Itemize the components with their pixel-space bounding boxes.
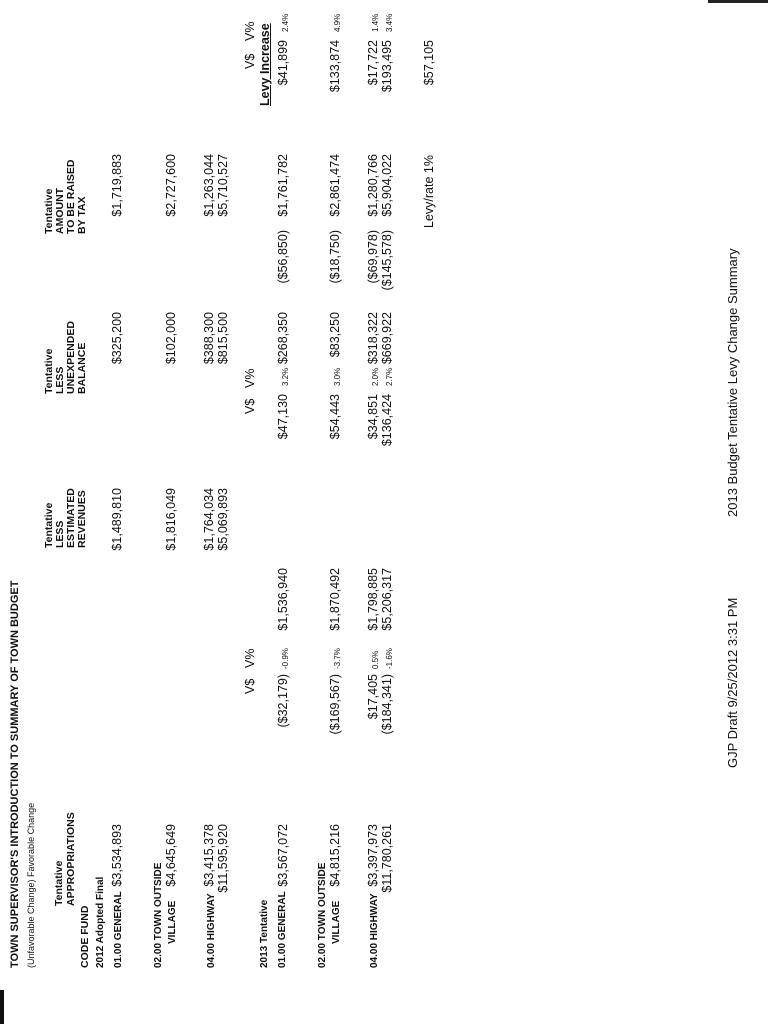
header-unexpended-3: UNEXPENDED — [65, 321, 77, 394]
footer-title: 2013 Budget Tentative Levy Change Summary — [725, 248, 740, 517]
cell-rev-v-pct: 2.0% — [371, 367, 380, 386]
cell-rev-v-pct: 3.0% — [333, 367, 342, 386]
header-levy-v-pct: V% — [243, 21, 257, 41]
row-code: 01.00 GENERAL — [113, 891, 124, 968]
header-appropriations-2: APPROPRIATIONS — [65, 812, 77, 906]
header-code-fund: CODE FUND — [79, 905, 91, 968]
cell-appropriations: $3,567,072 — [276, 824, 290, 887]
total-app-v-dollar: ($184,341) — [380, 674, 394, 735]
header-unexpended-4: BALANCE — [76, 342, 88, 394]
total-appropriations: $11,595,920 — [216, 824, 230, 893]
cell-amount: $1,761,782 — [276, 154, 290, 217]
row-code: 02.00 TOWN OUTSIDE — [153, 862, 164, 968]
header-levy-increase: Levy Increase — [258, 23, 272, 106]
cell-revenues: $1,536,940 — [276, 568, 290, 631]
cell-amount: $1,719,883 — [110, 154, 124, 217]
row-code: 02.00 TOWN OUTSIDE — [317, 862, 328, 968]
total-revenues: $5,069,893 — [216, 488, 230, 551]
header-app-v-dollar: V$ — [243, 678, 257, 694]
cell-unexp-v-dollar: ($56,850) — [276, 230, 290, 284]
cell-revenues: $1,764,034 — [202, 488, 216, 551]
cell-appropriations: $3,534,893 — [110, 824, 124, 887]
header-revenues-2: LESS — [54, 520, 66, 548]
cell-levy-v-pct: 4.9% — [333, 13, 342, 32]
cell-app-v-dollar: $17,405 — [366, 674, 380, 720]
total-levy-v-pct: 3.4% — [385, 13, 394, 32]
cell-app-v-pct: -0.9% — [281, 648, 290, 669]
total-app-v-pct: -1.6% — [385, 648, 394, 669]
cell-unexpended: $325,200 — [110, 312, 124, 365]
levy-rate-value: $57,105 — [422, 40, 436, 86]
cell-appropriations: $4,815,216 — [328, 824, 342, 887]
cell-levy-v-pct: 2.4% — [281, 13, 290, 32]
total-unexpended: $815,500 — [216, 312, 230, 365]
header-unexpended-1: Tentative — [43, 348, 55, 394]
cell-unexpended: $318,322 — [366, 312, 380, 365]
document-subtitle: (Unfavorable Change) Favorable Change — [26, 802, 36, 968]
header-amount-1: Tentative — [43, 188, 55, 234]
cell-levy-v-pct: 1.4% — [371, 13, 380, 32]
header-rev-v-dollar: V$ — [243, 398, 257, 414]
header-amount-3: TO BE RAISED — [65, 159, 77, 234]
total-unexp-v-dollar: ($145,578) — [380, 230, 394, 291]
header-app-v-pct: V% — [243, 648, 257, 668]
row-code: 01.00 GENERAL — [277, 891, 288, 968]
cell-rev-v-dollar: $47,130 — [276, 394, 290, 440]
row-code: 04.00 HIGHWAY — [369, 893, 380, 968]
section-2012-label: 2012 Adopted Final — [95, 876, 106, 968]
cell-unexp-v-dollar: ($69,978) — [366, 230, 380, 284]
footer-draft-stamp: GJP Draft 9/25/2012 3:31 PM — [725, 597, 740, 768]
cell-app-v-pct: -3.7% — [333, 648, 342, 669]
cell-app-v-dollar: ($32,179) — [276, 674, 290, 728]
total-unexpended: $669,922 — [380, 312, 394, 365]
cell-rev-v-dollar: $34,851 — [366, 394, 380, 440]
total-rev-v-pct: 2.7% — [385, 367, 394, 386]
cell-revenues: $1,816,049 — [164, 488, 178, 551]
document-title: TOWN SUPERVISOR'S INTRODUCTION TO SUMMARY OF TOWN BUDGET — [9, 580, 21, 968]
header-rev-v-pct: V% — [243, 368, 257, 388]
cell-app-v-dollar: ($169,567) — [328, 674, 342, 735]
cell-unexpended: $83,250 — [328, 312, 342, 358]
header-amount-2: AMOUNT — [54, 187, 66, 234]
cell-unexpended: $388,300 — [202, 312, 216, 365]
cell-amount: $1,280,766 — [366, 154, 380, 217]
cell-levy-v-dollar: $133,874 — [328, 40, 342, 93]
header-amount-4: BY TAX — [76, 196, 88, 234]
cell-revenues: $1,489,810 — [110, 488, 124, 551]
row-code-continued: VILLAGE — [331, 900, 342, 944]
total-amount: $5,710,527 — [216, 154, 230, 217]
header-revenues-3: ESTIMATED — [65, 488, 77, 548]
cell-unexp-v-dollar: ($18,750) — [328, 230, 342, 284]
cell-rev-v-dollar: $54,443 — [328, 394, 342, 440]
cell-appropriations: $3,397,973 — [366, 824, 380, 887]
total-revenues: $5,206,317 — [380, 568, 394, 631]
cell-unexpended: $102,000 — [164, 312, 178, 365]
cell-unexpended: $268,350 — [276, 312, 290, 365]
cell-revenues: $1,870,492 — [328, 568, 342, 631]
total-levy-v-dollar: $193,495 — [380, 40, 394, 93]
header-revenues-4: REVENUES — [76, 490, 88, 548]
cell-amount: $1,263,044 — [202, 154, 216, 217]
row-code-continued: VILLAGE — [167, 900, 178, 944]
cell-levy-v-dollar: $17,722 — [366, 40, 380, 86]
header-revenues-1: Tentative — [43, 502, 55, 548]
total-appropriations: $11,780,261 — [380, 824, 394, 893]
cell-rev-v-pct: 3.2% — [281, 367, 290, 386]
cell-amount: $2,861,474 — [328, 154, 342, 217]
total-rev-v-dollar: $136,424 — [380, 394, 394, 447]
levy-rate-label: Levy/rate 1% — [422, 155, 436, 228]
cell-appropriations: $3,415,378 — [202, 824, 216, 887]
cell-appropriations: $4,645,649 — [164, 824, 178, 887]
total-amount: $5,904,022 — [380, 154, 394, 217]
cell-amount: $2,727,600 — [164, 154, 178, 217]
cell-revenues: $1,798,885 — [366, 568, 380, 631]
cell-levy-v-dollar: $41,899 — [276, 40, 290, 86]
header-appropriations-1: Tentative — [53, 860, 65, 906]
row-code: 04.00 HIGHWAY — [206, 893, 217, 968]
cell-app-v-pct: 0.5% — [371, 650, 380, 669]
header-unexpended-2: LESS — [54, 366, 66, 394]
section-2013-label: 2013 Tentative — [259, 899, 270, 968]
header-levy-v-dollar: V$ — [243, 53, 257, 69]
